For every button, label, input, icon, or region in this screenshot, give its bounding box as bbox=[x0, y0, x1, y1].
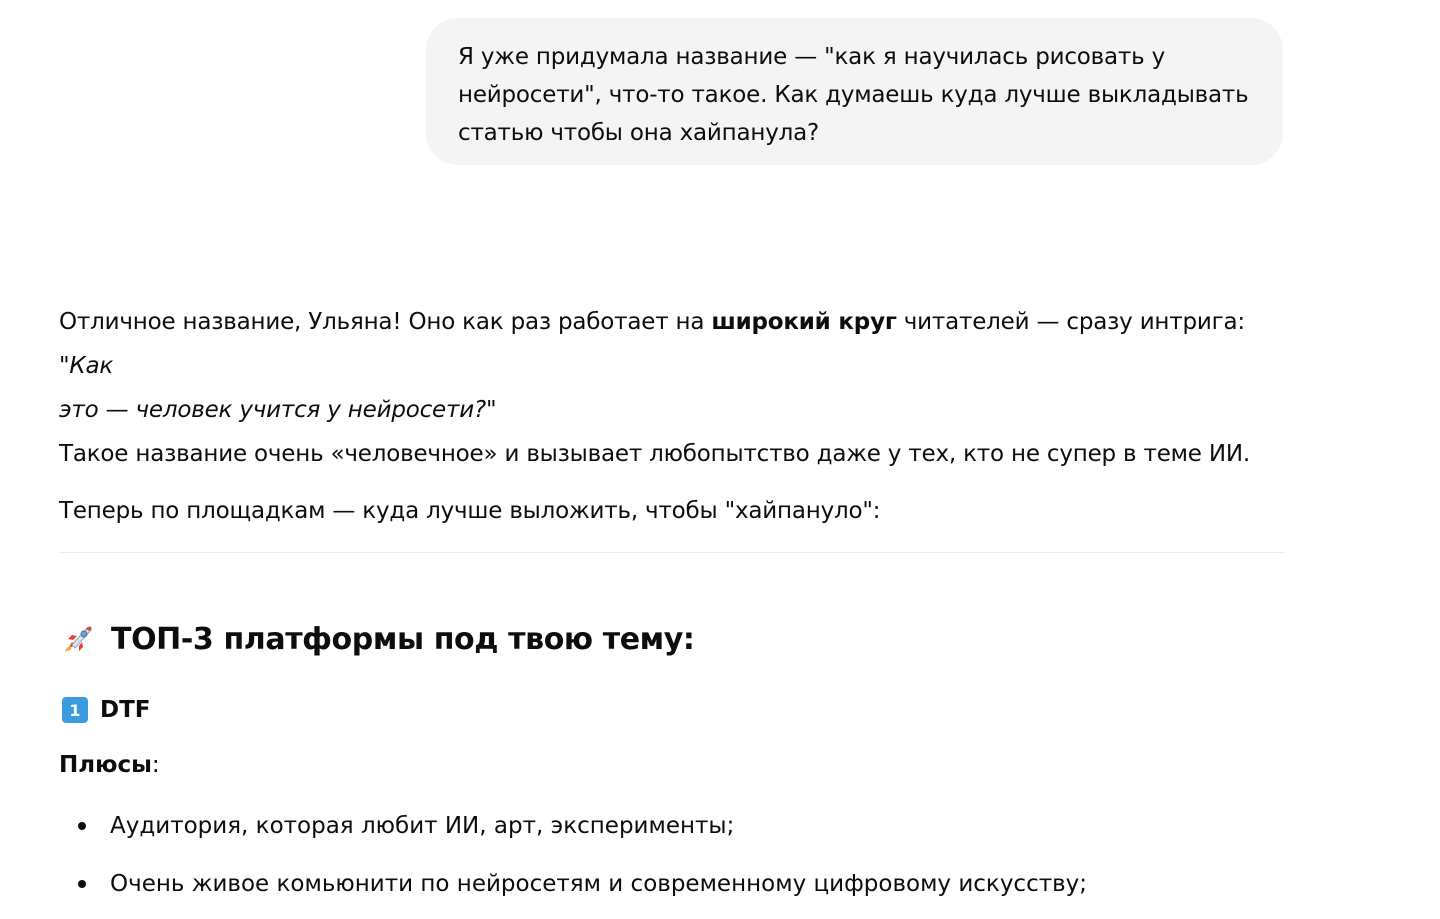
bold-text: широкий круг bbox=[711, 309, 897, 335]
section-heading-text: ТОП-3 платформы под твою тему: bbox=[111, 621, 695, 657]
list-item bbox=[59, 808, 1087, 844]
keycap-one-icon: 1 bbox=[62, 697, 88, 723]
text-segment: " bbox=[485, 397, 497, 423]
user-message-line: статью чтобы она хайпанула? bbox=[458, 120, 820, 146]
assistant-paragraph-3: Теперь по площадкам — куда лучше выложить, чтобы "хайпануло": bbox=[59, 498, 881, 524]
assistant-paragraph-2: Такое название очень «человечное» и вызывает любопытство даже у тех, кто не супер в теме ИИ. bbox=[59, 441, 1250, 467]
pros-label-colon: : bbox=[151, 752, 160, 778]
user-message-line: Я уже придумала название — "как я научилась рисовать у bbox=[458, 44, 1165, 70]
pros-label bbox=[59, 752, 160, 778]
user-message-bubble bbox=[426, 18, 1283, 165]
list-item-text: Аудитория, которая любит ИИ, арт, эксперименты; bbox=[110, 813, 735, 839]
platform-name: DTF bbox=[100, 697, 151, 723]
text-segment: Отличное название, Ульяна! Оно как раз работает на bbox=[59, 309, 712, 335]
italic-text: Как bbox=[69, 353, 114, 379]
divider bbox=[59, 552, 1285, 553]
platform-heading bbox=[62, 697, 151, 723]
bullet-icon bbox=[78, 822, 86, 830]
list-item bbox=[59, 866, 1087, 902]
pros-label-text: Плюсы bbox=[59, 752, 152, 778]
assistant-message bbox=[59, 300, 1285, 533]
text-segment: читателей — сразу интрига: " bbox=[59, 309, 1245, 379]
section-heading bbox=[59, 620, 695, 658]
list-item-text: Очень живое комьюнити по нейросетям и современному цифровому искусству; bbox=[110, 871, 1088, 897]
bullet-icon bbox=[78, 880, 86, 888]
pros-list bbox=[59, 808, 1087, 919]
rocket-icon bbox=[59, 620, 97, 658]
user-message-line: нейросети", что-то такое. Как думаешь куда лучше выкладывать bbox=[458, 82, 1249, 108]
assistant-paragraph-intro bbox=[59, 300, 1285, 432]
italic-text: это — человек учится у нейросети? bbox=[59, 397, 486, 423]
